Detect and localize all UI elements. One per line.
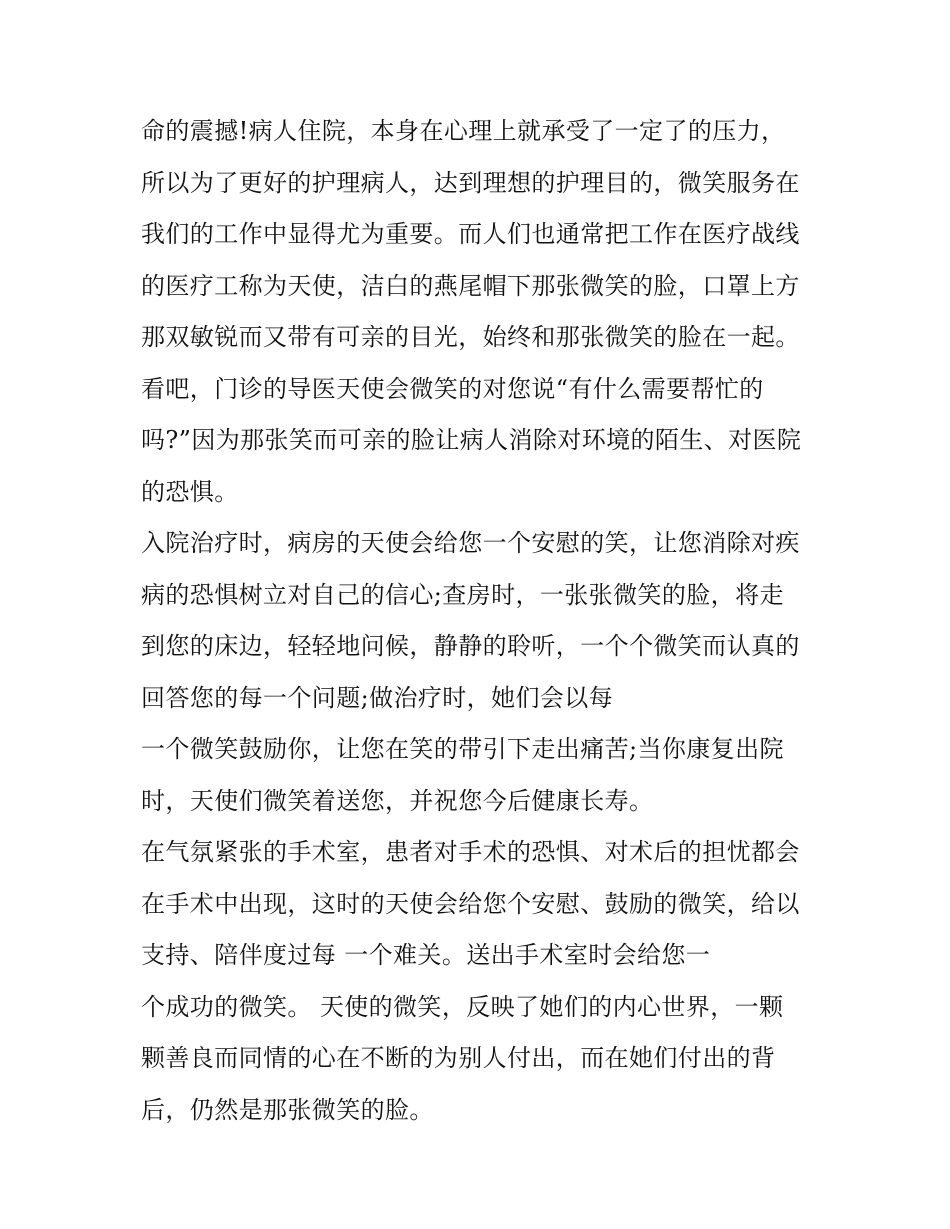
text-line: 所以为了更好的护理病人，达到理想的护理目的，微笑服务在 [141, 168, 800, 197]
text-line: 后，仍然是那张微笑的脸。 [141, 1095, 434, 1124]
text-line: 我们的工作中显得尤为重要。而人们也通常把工作在医疗战线 [141, 220, 800, 248]
text-line: 个成功的微笑。 天使的微笑，反映了她们的内心世界，一颗 [141, 992, 784, 1021]
text-line: 入院治疗时，病房的天使会给您一个安慰的笑，让您消除对疾 [141, 529, 800, 557]
text-line: 回答您的每一个问题;做治疗时，她们会以每 [141, 683, 614, 712]
text-line: 时，天使们微笑着送您，并祝您今后健康长寿。 [141, 786, 654, 815]
body-text [141, 106, 831, 1136]
text-line: 的恐惧。 [141, 477, 239, 506]
text-line: 在手术中出现，这时的天使会给您个安慰、鼓励的微笑，给以 [141, 889, 800, 918]
text-line: 那双敏锐而又带有可亲的目光，始终和那张微笑的脸在一起。 [141, 323, 800, 351]
text-line: 在气氛紧张的手术室，患者对手术的恐惧、对术后的担忧都会 [141, 838, 800, 866]
text-line: 病的恐惧树立对自己的信心;查房时，一张张微笑的脸，将走 [141, 580, 784, 609]
text-line: 颗善良而同情的心在不断的为别人付出，而在她们付出的背 [141, 1044, 776, 1072]
text-line: 到您的床边，轻轻地问候，静静的聆听，一个个微笑而认真的 [141, 632, 800, 660]
text-line: 一个微笑鼓励你，让您在笑的带引下走出痛苦;当你康复出院 [141, 735, 784, 763]
text-line: 支持、陪伴度过每 一个难关。送出手术室时会给您一 [141, 941, 711, 969]
text-line: 看吧，门诊的导医天使会微笑的对您说“有什么需要帮忙的 [141, 374, 764, 403]
text-line: 的医疗工称为天使，洁白的燕尾帽下那张微笑的脸，口罩上方 [141, 271, 800, 300]
text-line: 吗?”因为那张笑而可亲的脸让病人消除对环境的陌生、对医院 [141, 426, 802, 454]
text-line: 命的震撼!病人住院，本身在心理上就承受了一定了的压力， [141, 117, 786, 145]
